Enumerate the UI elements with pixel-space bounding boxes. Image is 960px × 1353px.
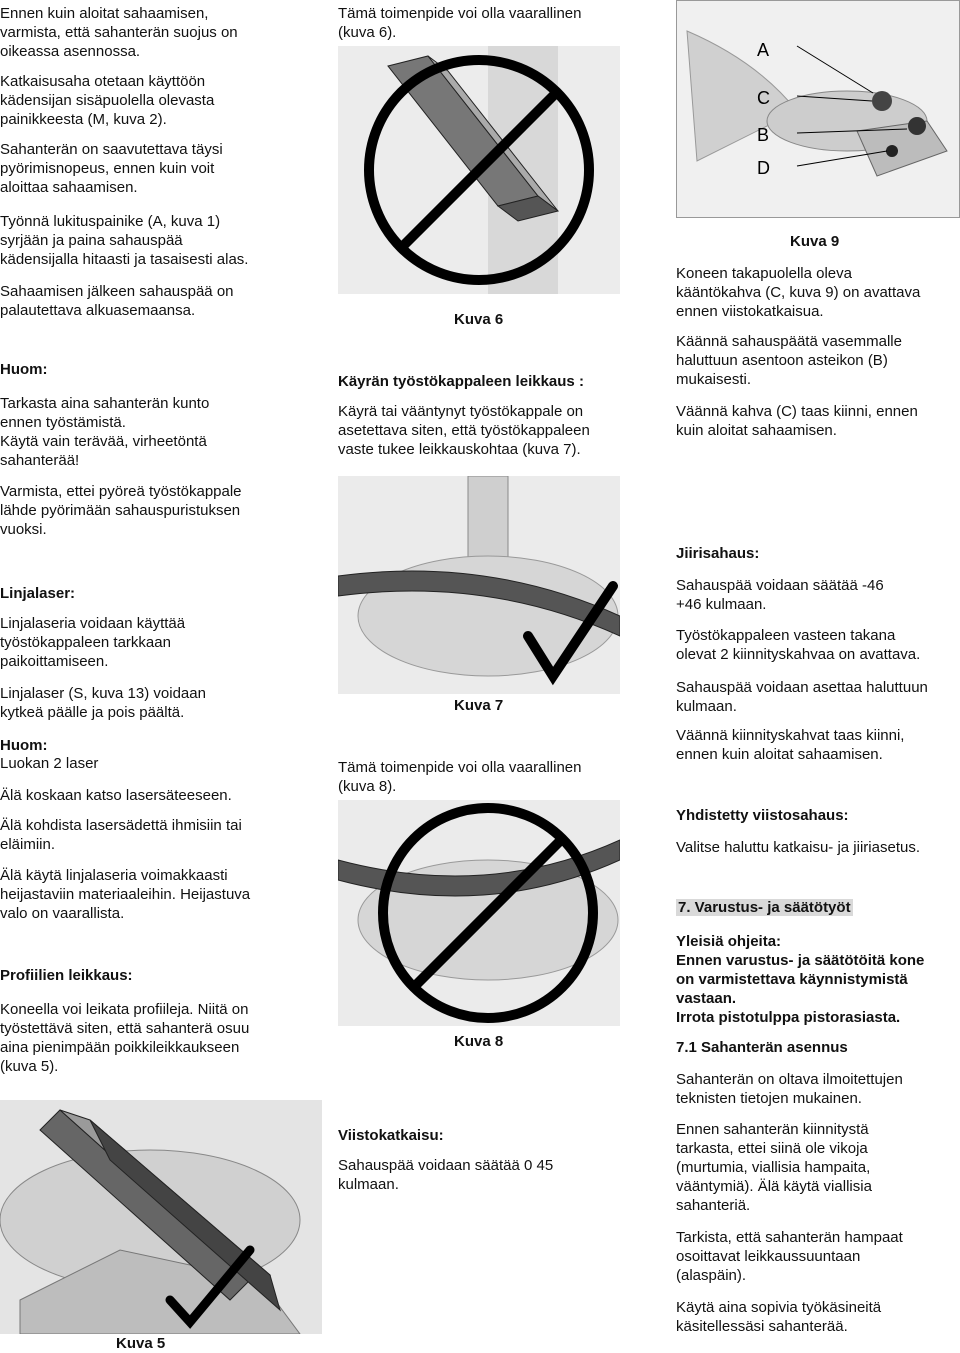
para-bevel-range: Sahauspää voidaan säätää 0 45 kulmaan. bbox=[338, 1157, 554, 1193]
caption-kuva-7: Kuva 7 bbox=[454, 697, 504, 714]
figure-9-label-a: A bbox=[757, 40, 770, 60]
heading-viistokatkaisu: Viistokatkaisu: bbox=[338, 1127, 444, 1144]
caption-kuva-8: Kuva 8 bbox=[454, 1033, 504, 1050]
para-full-speed: Sahanterän on saavutettava täysi pyörimisnopeus, ennen kuin voit aloittaa sahaamisen. bbox=[0, 141, 223, 196]
para-fence-handles: Työstökappaleen vasteen takana olevat 2 kiinnityskahvaa on avattava. bbox=[676, 627, 921, 663]
para-return-head: Sahaamisen jälkeen sahauspää on palautettava alkuasemaansa. bbox=[0, 283, 234, 319]
para-laser-class: Luokan 2 laser bbox=[0, 755, 99, 772]
para-teeth-direction: Tarkista, että sahanterän hampaat osoittavat leikkaussuuntaan (alaspäin). bbox=[676, 1229, 903, 1284]
para-general-instructions: Yleisiä ohjeita: Ennen varustus- ja säätötöitä kone on varmistettava käynnistymistä vastaan. Irrota pistotulppa pistorasiasta. bbox=[676, 933, 925, 1026]
figure-9-image bbox=[676, 0, 960, 218]
heading-yhdistetty: Yhdistetty viistosahaus: bbox=[676, 807, 849, 824]
para-danger-6: Tämä toimenpide voi olla vaarallinen (kuva 6). bbox=[338, 5, 582, 41]
para-check-blade: Tarkasta aina sahanterän kunto ennen työstämistä. Käytä vain terävää, virheetöntä sahanterää! bbox=[0, 395, 210, 469]
para-blade-inspect: Ennen sahanterän kiinnitystä tarkasta, ettei siinä ole vikoja (murtumia, viallisia hampaita, vääntymiä). Älä käytä viallisia sahanteriä. bbox=[676, 1121, 872, 1214]
section-7-1-heading: 7.1 Sahanterän asennus bbox=[676, 1039, 848, 1056]
figure-9-label-d: D bbox=[757, 158, 770, 178]
para-rear-handle: Koneen takapuolella oleva kääntökahva (C, kuva 9) on avattava ennen viistokatkaisua. bbox=[676, 265, 921, 320]
para-laser-aim: Älä kohdista lasersädettä ihmisiin tai eläimiin. bbox=[0, 817, 242, 853]
para-laser-use: Linjalaseria voidaan käyttää työstökappaleen tarkkaan paikoittamiseen. bbox=[0, 615, 186, 670]
caption-kuva-6: Kuva 6 bbox=[454, 311, 504, 328]
caption-kuva-9: Kuva 9 bbox=[790, 233, 840, 250]
para-start-button: Katkaisusaha otetaan käyttöön kädensijan sisäpuolella olevasta painikkeesta (M, kuva 2). bbox=[0, 73, 215, 128]
para-lock-button: Työnnä lukituspainike (A, kuva 1) syrjään ja paina sahauspää kädensijalla hitaasti ja tasaisesti alas. bbox=[0, 213, 249, 268]
figure-9-label-b: B bbox=[757, 125, 770, 145]
figure-8-image bbox=[338, 800, 620, 1026]
para-compound: Valitse haluttu katkaisu- ja jiiriasetus. bbox=[676, 839, 920, 856]
para-curved-piece: Käyrä tai vääntynyt työstökappale on asetettava siten, että työstökappaleen vaste tukee leikkauskohtaa (kuva 7). bbox=[338, 403, 590, 458]
para-round-workpiece: Varmista, ettei pyöreä työstökappale lähde pyörimään sahauspuristuksen vuoksi. bbox=[0, 483, 242, 538]
section-7-heading: 7. Varustus- ja säätötyöt bbox=[678, 899, 851, 916]
para-blade-guard: Ennen kuin aloitat sahaamisen, varmista, että sahanterän suojus on oikeassa asennossa. bbox=[0, 5, 238, 60]
heading-huom-2: Huom: bbox=[0, 737, 48, 754]
figure-9-label-c: C bbox=[757, 88, 770, 108]
para-tighten-handle: Väännä kahva (C) taas kiinni, ennen kuin aloitat sahaamisen. bbox=[676, 403, 918, 439]
para-laser-switch: Linjalaser (S, kuva 13) voidaan kytkeä päälle ja pois päältä. bbox=[0, 685, 206, 721]
para-laser-reflect: Älä käytä linjalaseria voimakkaasti heijastaviin materiaaleihin. Heijastuva valo on vaarallista. bbox=[0, 867, 251, 922]
figure-6-image bbox=[338, 46, 620, 294]
heading-kayra: Käyrän työstökappaleen leikkaus : bbox=[338, 373, 584, 390]
para-turn-head: Käännä sahauspäätä vasemmalle haluttuun asentoon asteikon (B) mukaisesti. bbox=[676, 333, 902, 388]
para-tighten-handles: Väännä kiinnityskahvat taas kiinni, ennen kuin aloitat sahaamisen. bbox=[676, 727, 905, 763]
para-danger-8: Tämä toimenpide voi olla vaarallinen (kuva 8). bbox=[338, 759, 582, 795]
heading-linjalaser: Linjalaser: bbox=[0, 585, 76, 602]
figure-7-image bbox=[338, 476, 620, 694]
para-blade-spec: Sahanterän on oltava ilmoitettujen teknisten tietojen mukainen. bbox=[676, 1071, 903, 1107]
para-set-angle: Sahauspää voidaan asettaa haluttuun kulmaan. bbox=[676, 679, 928, 715]
para-miter-range: Sahauspää voidaan säätää -46 +46 kulmaan. bbox=[676, 577, 884, 613]
heading-jiirisahaus: Jiirisahaus: bbox=[676, 545, 760, 562]
para-laser-look: Älä koskaan katso lasersäteeseen. bbox=[0, 787, 232, 804]
heading-huom-1: Huom: bbox=[0, 361, 48, 378]
para-gloves: Käytä aina sopivia työkäsineitä käsitellessäsi sahanterää. bbox=[676, 1299, 882, 1335]
para-profiles: Koneella voi leikata profiileja. Niitä on työstettävä siten, että sahanterä osuu aina pienimpään poikkileikkaukseen (kuva 5). bbox=[0, 1001, 250, 1075]
heading-profiilit: Profiilien leikkaus: bbox=[0, 967, 133, 984]
caption-kuva-5: Kuva 5 bbox=[116, 1335, 166, 1352]
figure-5-image bbox=[0, 1100, 322, 1334]
